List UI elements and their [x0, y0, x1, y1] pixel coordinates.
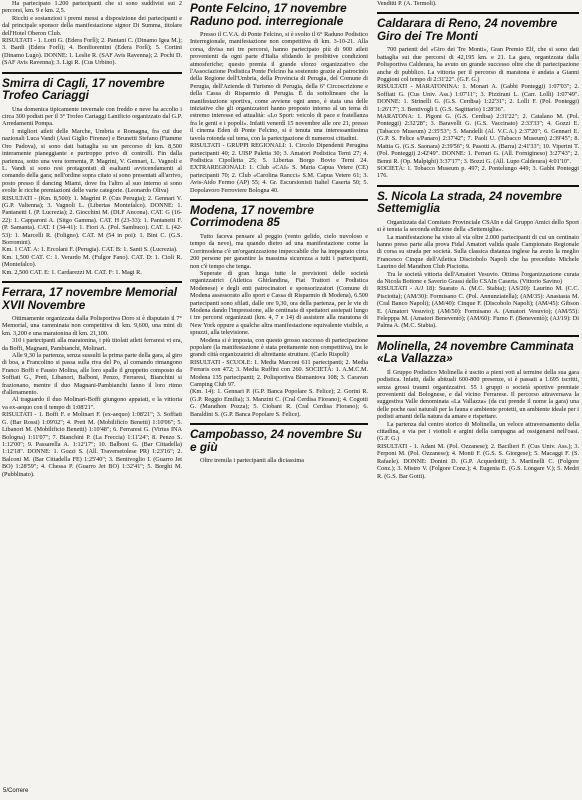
article-paragraph: Superate di gran lunga tutte le previsioni delle società organizzatrici (Atletica Ghirlandina, Fiat Trattori e Podistica Modenese) e degli enti patrocinatori e sponsorizzatori (Comune di Modena assessorato allo sport e Cassa di Risparmio di Modena), 6.500 partecipanti sono sfilati, dalle ore 9,30, ora della partenza, per le vie di Modena dando l'impressione, alle centinaia di spettatori assiepati lungo i tre percorsi organizzati (km. 4, 7 e 14) di assistere alla maratona di New York oppure a qualche altra manifestazione equivalente visibile, a sprazzi, alla televisione. [190, 269, 368, 337]
intro-paragraph: Ricchi e sostanziosi i premi messi a disposizione dei partecipanti e dal principale sponsor della manifestazione signor Di Summa, titolare dell'Hotel Oberon Club. [2, 14, 182, 37]
headline-ponte-felcino: Ponte Felcino, 17 novembre Raduno pod. interregionale [190, 1, 347, 28]
article-paragraph: La partenza dal centro storico di Molinella, un veloce attraversamento della cittadina, e via per i viottoli e argini della campagna ad ossigenarsi nell'oasi. (G.F. G.) [377, 420, 579, 443]
article-paragraph: Tutto faceva pensare al peggio (vento gelido, cielo nuvoloso e tempo da neve), ma quando dietro ad una manifestazione come la Corrimodena c'è un'organizzazione impeccabile che ha impegnato circa 200 persone per garantire la massima sicurezza a tutti i partecipanti, non c'è tempo che tenga. [190, 232, 368, 270]
results-text: RISULTATI - 1. Boffi F. e Molinari F. (ex-aequo) 1:08'21"; 3. Soffiati G. (Bar Rossi) 1:09'02"; 4. Preti M. (Mobilificio Benetti) 1:10'06"; 5. Libanori M. (Mobilificio Benetti) 1:10'48"; 6. Ferraresi G. (Virtus INA Bologna) 1:11'07"; 7. Bianchini P. (La Freccia) 1:11'24"; 8. Penzo S. 1:12'00"; 9. Passarella A. 1:12'17"; 10. Balboni G. (Bar Cittadella) 1:12'18". DONNE: 1. Gozzi S. (All. Traversetolese PR) 1:23'16"; 2. Balconi M. (Bar Cittadella FE) 1:25'40"; 3. Bentivoglio I. (Guarro Jet BO) 1:28'59"; 4. Chessa P. (Guarro Jet BO) 1:32'41"; 5. Borghi M. (Pubblinato). [2, 411, 182, 478]
headline-ferrara: Ferrara, 17 novembre Memorial XVII Novembre [2, 285, 178, 312]
article-paragraph: Modena si è imposta, con questo grosso successo di partecipazione popolare (la manifestazione è stata prettamente non competitiva), tra le grandi città organizzatrici di altrettante strutture. (Carlo Rispoli) [190, 336, 368, 359]
section-divider [377, 12, 579, 14]
section-divider [190, 199, 368, 201]
results-text: Venditti P. (A. Termoli). [377, 0, 437, 7]
section-divider [2, 281, 182, 283]
section-divider [377, 185, 579, 187]
article-paragraph: Al traguardo il duo Molinari-Boffi giungono appaiati, e la vittoria va ex-aequo con il tempo di 1:08'21". [2, 396, 182, 411]
headline-calderara: Caldarara di Reno, 24 novembre Giro dei Tre Monti [377, 16, 558, 43]
results-text: RISULTATI - GRUPPI REGIONALI: 1. Circolo Dipendenti Perugina partecipanti 40; 2. UISP Paletta 30; 3. Amatori Podistica Terni 27; 4. Podistica Cipolletta 25; 5. Libertas Borgo Bovio Terni 24. EXTRAREGIONALI: 1. Club «CAI» S. Maria Capua Vetere (CE) partecipanti 70; 2. Club «Carolina Rancci» S.M. Capua Vetere 61; 3. Avis-Aido Fermo (AP) 55; 4. Gr. Escursionisti Italtel Caserta 50; 5. Dopolavoro Ferroviere Bologna 40. [190, 142, 368, 194]
column-left [2, 0, 182, 800]
intro-paragraph: Ha partecipato 1.200 partecipanti che si sono suddivisi sui 2 percorsi, km. 9 e km. 2,5. [2, 0, 182, 15]
page-footer: 5/Correre [3, 788, 29, 794]
headline-campobasso: Campobasso, 24 novembre Su e giù [190, 427, 362, 454]
article-paragraph: La manifestazione ha visto al via oltre 2.000 partecipanti di cui un centinaio hanno preso parte alla prova Fidal Amatori valida quale Campionato Regionale di corsa su strada per società. Sulla classica distanza inglese ha avuto la meglio Francesco Cinque dell'Atletica Disciobolo Napoli che ha preceduto Michele Laurino del Marathon Club Pisciotta. [377, 233, 579, 271]
results-text: RISULTATI - 1. Lotti G. (Edera Forlì); 2. Pantani C. (Dinamo Igea M.); 3. Bardi (Edera Forlì); 4. Bonfiorentini (Edera Forlì); 5. Cortini (Dinamo Lugo). DONNE: 1. Leslie R. (SAF Avis Ravenna); 2. Pochi D. (SAF Avis Ravenna); 3. Ligi R. (Cus Urbino). [2, 37, 182, 67]
article-paragraph: Ottimamente organizzata dalla Polisportiva Doro si è disputato il 7° Memorial, una camminata non competitiva di km. 9,600, una mini di km. 3,200 e una maratonina di km. 21,100. [2, 315, 182, 337]
results-text: Km. 1 CAT. A: 1. Ercolani F. (Perugia). CAT. B: 1. Santi S. (Lucrezia). Km. 1,500 CAT. C: 1. Verardo M. (Fulgor Fano). CAT. D: 1. Cioli R. (Montefalco). Km. 2,500 CAT. E: 1. Cardarezzi M. CAT. F: 1. Magi R. [2, 246, 182, 276]
section-divider [190, 423, 368, 425]
article-paragraph: Presso il C.V.A. di Ponte Felcino, si è svolto il 6° Raduno Podistico Interregionale, manifestazione non competitiva di km. 3-10-21. Alla corsa, divisa nei tre percorsi, hanno partecipato più di 900 atleti provenienti da ogni parte d'Italia sfidando le proibitive condizioni atmosferiche; questo premia il grande sforzo organizzativo che l'Associazione Podistica Ponte Felcino ha sostenuto grazie al patrocinio della Regione dell'Umbria, della Provincia di Perugia, del Comune di Perugia, dell'Azienda di Turismo di Perugia, della 6ª Circoscrizione e della Cassa di Risparmio di Perugia. È da sottolineare che la manifestazione sportiva, come avviene ogni anno, è stata una delle iniziative che gli organizzatori hanno proposto intorno al un tema di estremo interesse ed attualità: «Lo Sport: veicolo di pace e fratellanza fra le genti e i popoli». Infatti venerdì 15 novembre alle ore 21, presso il cinema Eden di Ponte Felcino, si è tenuta una interessantissima tavola rotonda sul tema, con la partecipazione di numerosi cittadini. [190, 31, 368, 142]
article-paragraph: I migliori atleti delle Marche, Umbria e Romagna, fra cui due nazionali Luca Vandi (Assi Giglio Firenze) e Brunetti Stefano (Fiamme Oro Padova), si sono dati battaglia su un percorso di km. 8,500 interamente pianeggiante e purtroppo privo di controlli. Fin dalla partenza, sotto una vera tormenta, P. Magrini, V. Gennari, L. Vagnoli e L. Vandi si sono resi protagonisti di esaltanti avvicendamenti al comando della gara; nell'ordine sopra citato si sono presentati all'arrivo, posto presso il dancing Miami, dove fra l'altro al suo interno si sono svolte le ricche premiazioni delle varie categorie. (Leonardo Oliva) [2, 127, 182, 195]
article-paragraph: Tra le società vittoria dell'Amatori Vesuvio. Ottima l'organizzazione curata da Nicola Bottone e Saverio Grassi dello CSAIn Caserta. (Vittorio Savino) [377, 270, 579, 285]
article-paragraph: 700 partenti del «Giro dei Tre Monti», Gran Premio Elf, che si sono dati battaglia sui due percorsi di 42,195 km. e 21. La gara, organizzata dalla Polisportiva Calderara, ha avuto un grande successo oltre che di partecipazione anche di pubblico. La vittoria per il percorso di maratona è andata a Gianni Poggioni col tempo di 2:31'22". (G.F. G.) [377, 46, 579, 84]
results-text: RISULTATI - A/J 18): Suarato A. (M.C. Stabia); (AS/20): Laurino M. (C.C. Pisciotta); (AM/30): Formisano C. (Pol. Annunziatella); (AM/35): Anastasia M. (Cral Banco Napoli); (AM/40): Cinque F. (Discobolo Napoli); (AM/45): Gibson E. (Amatori Vesuvio); (AM/50): Formisano A. (Amatori Vesuvio); (AM/55): Felepppa M. (Amatori Beneventò); (AM/60): Furno F. (Beneventò); (AJ/19): Di Palma A. (M.C. Stabia). [377, 285, 579, 330]
article-paragraph: Organizzata dal Comitato Provinciale CSAIn e dal Gruppo Amici dello Sport si è tenuta la seconda edizione della «Settemiglia». [377, 218, 579, 234]
article-paragraph: Una domenica tipicamente invernale con freddo e neve ha accolto i circa 300 podisti per il 3° Trofeo Cariaggi Lanificio organizzato dal G.P. Arredamenti Pompa. [2, 105, 182, 128]
headline-cagli: Smirra di Cagli, 17 novembre Trofeo Cariaggi [2, 75, 165, 103]
column-middle [190, 0, 368, 800]
section-divider [2, 72, 182, 74]
headline-molinella: Molinella, 24 novembre Camminata «La Vallazza» [377, 338, 574, 366]
results-text: RISULTATI - MARATONINA: 1. Monari A. (Gabbi Ponteggi) 1:07'03"; 2. Soffiati G. (Cus Univ. Ass.) 1:07'11"; 3. Pizzirani L. (Carr. Lolli) 1:07'49". DONNE: 1. Strinelli G. (G.S. Cerdisa) 1:22'31"; 2. Lolli F. (Pol. Ponteggi) 1:26'17"; 3. Bentivogli I. (G.S. Sagittario) 1:28'36". MARATONA: 1. Pigoni G. (G.S. Cerdisa) 2:31'22"; 2. Catalano M. (Pol. Ponteggi) 2:32'28"; 3. Baravelli G. (G.S. Vaccinato) 2:33'33"; 4. Gozzi E. (Tabacco Museum) 2:35'53"; 5. Mandelli (Al. V.C.A.) 2:37'20"; 6. Gennari E. (G.P. S. Felice s/Panaro) 2:37'42"; 7. Paoli U. (Tabacco Museum) 2:39'45"; 8. Mattia G. (G.S. Saonara) 2:39'56"; 9. Pasotti A. (Barra) 2:41'33"; 10. Viperini T. (Pol. Ponteggi) 2:42'49". DONNE: 1. Ferrari G. (All. Fornigineso) 3:27'43"; 2. Benni R. (Op. Malpighi) 3:37'17"; 3. Bozzi G. (All. Lupo Calderara) 4:01'10". SOCIETÀ: 1. Tobacco Museum p. 497; 2. Pontelungo 449; 3. Gabbi Ponteggi 176. [377, 83, 579, 180]
article-paragraph: Alle 9,30 la partenza, senza sussulti la prima parte della gara, al giro di boa, a Francolino si passa sulla riva del Po, al comando rimangono Franco Boffi e Fausto Molina, alle loro spalle il gruppetto composto da Soffiati G., Preti, Libanori, Balboni, Penzo, Ferraresi, Bianchini si frazionano, mentre il duo Magnani-Pambianchi fanno il loro ritmo d'allenamento. [2, 352, 182, 397]
section-divider [377, 335, 579, 337]
article-paragraph: Oltre tremila i partecipanti alla diciassima [200, 457, 304, 465]
article-paragraph: Il Gruppo Podistico Molinella è uscito a pieni voti al termine della sua gara podistica. Infatti, dalle abituali 600-800 presenze, si è passati a 1.695 iscritti, senza grossi traumi organizzativi. 55 i gruppi o società sportive premiate provenienti dal Bolognese, e dal vicino Ferrarese. Il percorso attraversava la suggestiva Valle denominata «La Vallazza» (da cui prende il nome la gara) una delle poche oasi naturali per la fauna e ambiente protetti, un ambiente ideale per i podisti amanti della natura da amare e rispettare. [377, 368, 579, 421]
results-text: RISULTATI - SCUOLE: 1. Media Marconi 611 partecipanti; 2. Media Ferraris con 472; 3. Media Ruffini con 260. SOCIETÀ: 1. A.M.C.M. Modena 135 partecipanti; 2. Polisportiva Bismantova 108; 3. Caravan Camping Club 97. [190, 358, 368, 389]
column-right [377, 0, 579, 800]
results-text: (Km. 14): 1. Gennari P. (G.P. Banca Popolare S. Felice); 2. Gorini R. (G.P. Reggio Emilia); 3. Manzini C. (Cral Cerdisa Fiorano); 4. Cogotti G. (Marathon Pozza); 5. Ciobani R. (Cral Cerdisa Fiorano); 6. Baraldini S. (G.P. Banca Popolare S. Felice). [190, 388, 368, 418]
results-text: RISULTATI - (Km. 8,500): 1. Magrini P. (Cus Perugia); 2. Gennari V. (G.P. Valtenna); 3. Vagnoli L. (Libertas Montefalco). DONNE: 1. Pantanetti I. (P. Lucrezia); 2. Giocchini M. (DLF Ancona). CAT. G (16-22): 1. Capparoni A. (Sitgo Gamma). CAT. H (23-33): 1. Pantanetti F. (P. Samanta). CAT. I (34-41): 1. Fiori A. (Pol. Sambuco). CAT. L (42-53): 1. Marcelli R. (Foligno). CAT. M (54 in poi): 1. Bini C. (G.S. Borromini). [2, 194, 182, 246]
headline-san-nicola: S. Nicola La strada, 24 novembre Settemiglia [377, 188, 562, 216]
results-text: RISULTATI - 1. Adani M. (Pol. Ozzanese); 2. Bacilieri F. (Cus Univ. Ass.); 3. Ferponi M. (Pol. Ozzanese); 4. Monti F. (G.S. S. Giorgese); 5. Macaggi F. (S. Rafaele). DONNE: Donini D. (G.P. Acquedotti); 3. Martinelli C. (Folgore Conz.); 3. Mistro V. (Folgore Conz.); 4. Eugenia E. (G.S. Longare V.); 5. Medri R. (G.S. Bar Gotti). [377, 442, 579, 480]
article-paragraph: 310 i partecipanti alla maratonina, i più titolati atleti ferraresi vi era, da Boffi, Magnani, Pambianchi, Molinari. [2, 337, 182, 352]
headline-modena: Modena, 17 novembre Corrimodena 85 [190, 202, 314, 230]
